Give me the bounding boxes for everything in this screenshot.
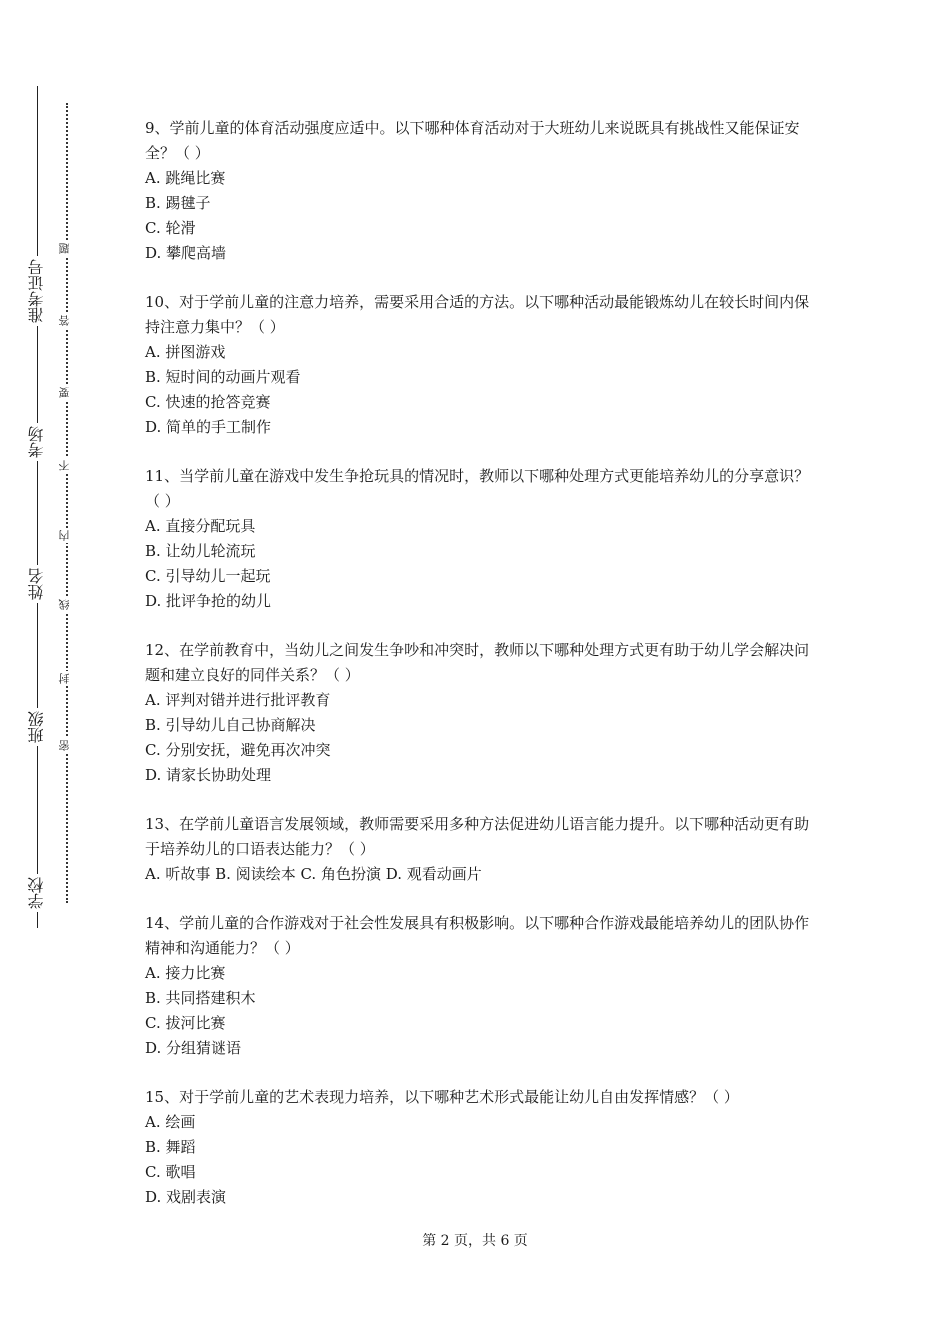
seal-char-da: 答 [58,313,74,328]
option-d: D. 戏剧表演 [145,1188,227,1206]
option-c: C. 拔河比赛 [145,1014,226,1032]
option-a: A. 绘画 [145,1113,196,1131]
admission-number-label: 准考证号 [22,256,52,326]
school-label: 学校 [22,874,52,912]
seal-char-bu: 不 [58,458,74,473]
option-d: D. 攀爬高墙 [145,244,227,262]
option-d: D. 批评争抢的幼儿 [145,592,272,610]
seal-char-yao: 要 [58,385,74,400]
seal-char-mi: 密 [58,738,74,753]
option-c: C. 轮滑 [145,219,196,237]
question-stem: 10、对于学前儿童的注意力培养，需要采用合适的方法。以下哪种活动最能锻炼幼儿在较长时间内保持注意力集中？（ ） [145,293,810,336]
question-9 [145,116,815,266]
question-stem: 12、在学前教育中，当幼儿之间发生争吵和冲突时，教师以下哪种处理方式更有助于幼儿学会解决问题和建立良好的同伴关系？（ ） [145,641,810,684]
question-10 [145,290,815,440]
option-a: A. 评判对错并进行批评教育 [145,691,331,709]
class-label: 班级 [22,708,52,746]
question-stem: 9、学前儿童的体育活动强度应适中。以下哪种体育活动对于大班幼儿来说既具有挑战性又能保证安全？（ ） [145,119,800,162]
option-a: A. 直接分配玩具 [145,517,256,535]
binding-dotted-line [66,103,68,903]
option-c: C. 快速的抢答竞赛 [145,393,271,411]
exam-room-label: 考场 [22,423,52,461]
option-d: D. 简单的手工制作 [145,418,272,436]
question-13 [145,812,815,887]
option-b: B. 引导幼儿自己协商解决 [145,716,316,734]
binding-margin [0,0,110,1344]
option-c: C. 分别安抚，避免再次冲突 [145,741,331,759]
option-d: D. 分组猜谜语 [145,1039,242,1057]
question-stem: 15、对于学前儿童的艺术表现力培养，以下哪种艺术形式最能让幼儿自由发挥情感？（ ） [145,1088,739,1106]
option-a: A. 跳绳比赛 [145,169,226,187]
option-a: A. 拼图游戏 [145,343,226,361]
option-b: B. 共同搭建积木 [145,989,256,1007]
question-stem: 14、学前儿童的合作游戏对于社会性发展具有积极影响。以下哪种合作游戏最能培养幼儿的团队协作精神和沟通能力？（ ） [145,914,810,957]
option-d: D. 请家长协助处理 [145,766,272,784]
option-b: B. 舞蹈 [145,1138,196,1156]
question-12 [145,638,815,788]
question-stem: 13、在学前儿童语言发展领域，教师需要采用多种方法促进幼儿语言能力提升。以下哪种活动更有助于培养幼儿的口语表达能力？（ ） [145,815,810,858]
name-label: 姓名 [22,565,52,603]
question-14 [145,911,815,1061]
seal-char-feng: 封 [58,671,74,686]
options-inline: A. 听故事 B. 阅读绘本 C. 角色扮演 D. 观看动画片 [145,865,482,883]
option-a: A. 接力比赛 [145,964,226,982]
question-list [145,116,815,1234]
seal-char-ti: 题 [58,241,74,256]
question-11 [145,464,815,614]
question-stem: 11、当学前儿童在游戏中发生争抢玩具的情况时，教师以下哪种处理方式更能培养幼儿的分享意识？（ ） [145,467,810,510]
page-number-footer: 第 2 页，共 6 页 [422,1233,528,1249]
option-c: C. 引导幼儿一起玩 [145,567,271,585]
binding-solid-line [37,86,38,928]
seal-char-nei: 内 [58,528,74,543]
seal-char-xian: 线 [58,597,74,612]
question-15 [145,1085,815,1210]
option-b: B. 让幼儿轮流玩 [145,542,256,560]
option-b: B. 踢毽子 [145,194,211,212]
option-b: B. 短时间的动画片观看 [145,368,301,386]
option-c: C. 歌唱 [145,1163,196,1181]
